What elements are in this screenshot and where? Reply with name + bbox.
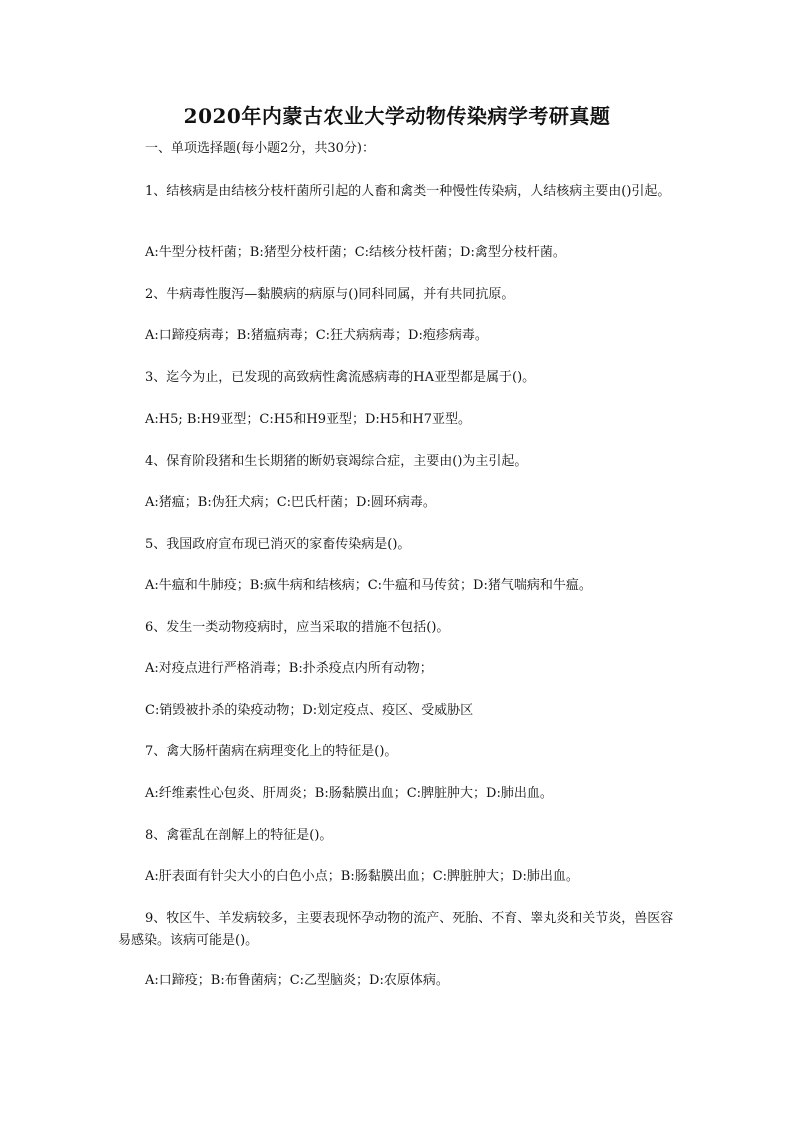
question-7-options: A:纤维素性心包炎、肝周炎；B:肠黏膜出血；C:脾脏肿大；D:肺出血。 [145, 786, 553, 801]
question-7-stem: 7、禽大肠杆菌病在病理变化上的特征是()。 [145, 744, 398, 759]
question-9-options: A:口蹄疫；B:布鲁菌病；C:乙型脑炎；D:农原体病。 [145, 973, 449, 988]
question-1-options: A:牛型分枝杆菌；B:猪型分枝杆菌；C:结核分枝杆菌；D:禽型分枝杆菌。 [145, 245, 566, 260]
question-4-options: A:猪瘟；B:伪狂犬病；C:巴氏杆菌；D:圆环病毒。 [145, 495, 436, 510]
question-5-stem: 5、我国政府宣布现已消灭的家畜传染病是()。 [145, 537, 411, 552]
question-3-stem: 3、迄今为止，已发现的高致病性禽流感病毒的HA亚型都是属于()。 [145, 370, 536, 385]
section-heading: 一、单项选择题(每小题2分，共30分)： [145, 141, 375, 156]
question-6-options-c-d: C:销毁被扑杀的染疫动物；D:划定疫点、疫区、受威胁区 [145, 703, 474, 718]
question-2-stem: 2、牛病毒性腹泻—黏膜病的病原与()同科同属，并有共同抗原。 [145, 287, 515, 302]
question-4-stem: 4、保育阶段猪和生长期猪的断奶衰竭综合症，主要由()为主引起。 [145, 454, 528, 469]
question-3-options: A:H5; B:H9亚型；C:H5和H9亚型；D:H5和H7亚型。 [145, 412, 471, 427]
question-8-stem: 8、禽霍乱在剖解上的特征是()。 [145, 828, 333, 843]
question-6-stem: 6、发生一类动物疫病时，应当采取的措施不包括()。 [145, 620, 450, 635]
document-title: 2020年内蒙古农业大学动物传染病学考研真题 [183, 104, 611, 128]
question-6-options-a-b: A:对疫点进行严格消毒；B:扑杀疫点内所有动物； [145, 661, 433, 676]
question-8-options: A:肝表面有针尖大小的白色小点；B:肠黏膜出血；C:脾脏肿大；D:肺出血。 [145, 869, 579, 884]
question-1-stem: 1、结核病是由结核分枝杆菌所引起的人畜和禽类一种慢性传染病，人结核病主要由()引起。 [145, 184, 671, 199]
question-5-options: A:牛瘟和牛肺疫；B:疯牛病和结核病；C:牛瘟和马传贫；D:猪气喘病和牛瘟。 [145, 578, 592, 593]
question-9-stem: 9、牧区牛、羊发病较多，主要表现怀孕动物的流产、死胎、不育、睾丸炎和关节炎，兽医容易感染。该病可能是()。 [118, 911, 674, 948]
question-2-options: A:口蹄疫病毒；B:猪瘟病毒；C:狂犬病病毒；D:疱疹病毒。 [145, 328, 488, 343]
